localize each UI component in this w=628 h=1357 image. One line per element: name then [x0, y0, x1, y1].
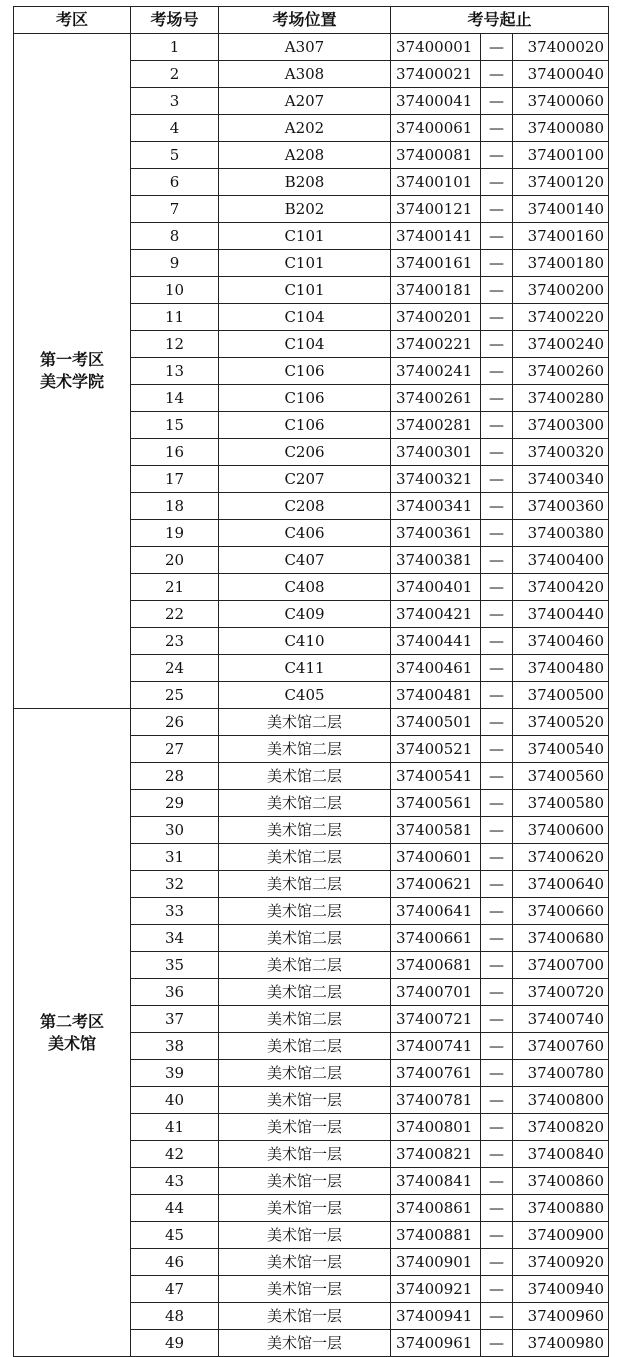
exam-number-end-cell: 37400600 [513, 817, 609, 844]
room-number-cell: 13 [131, 358, 219, 385]
range-separator-cell: — [481, 466, 513, 493]
room-number-cell: 12 [131, 331, 219, 358]
exam-number-end-cell: 37400500 [513, 682, 609, 709]
room-location-cell: 美术馆二层 [219, 817, 391, 844]
exam-number-start-cell: 37400521 [391, 736, 481, 763]
exam-number-start-cell: 37400441 [391, 628, 481, 655]
range-separator-cell: — [481, 196, 513, 223]
room-number-cell: 18 [131, 493, 219, 520]
exam-number-start-cell: 37400641 [391, 898, 481, 925]
room-number-cell: 23 [131, 628, 219, 655]
room-location-cell: C408 [219, 574, 391, 601]
range-separator-cell: — [481, 439, 513, 466]
header-row [14, 7, 609, 34]
range-separator-cell: — [481, 709, 513, 736]
room-number-cell: 21 [131, 574, 219, 601]
exam-number-end-cell: 37400920 [513, 1249, 609, 1276]
exam-number-start-cell: 37400321 [391, 466, 481, 493]
range-separator-cell: — [481, 682, 513, 709]
exam-number-start-cell: 37400401 [391, 574, 481, 601]
range-separator-cell: — [481, 331, 513, 358]
range-separator-cell: — [481, 979, 513, 1006]
exam-number-start-cell: 37400941 [391, 1303, 481, 1330]
room-number-cell: 44 [131, 1195, 219, 1222]
range-separator-cell: — [481, 601, 513, 628]
range-separator-cell: — [481, 1033, 513, 1060]
room-number-cell: 30 [131, 817, 219, 844]
exam-number-start-cell: 37400841 [391, 1168, 481, 1195]
zone-name-line1: 第一考区 [39, 350, 104, 369]
room-number-cell: 47 [131, 1276, 219, 1303]
exam-number-start-cell: 37400781 [391, 1087, 481, 1114]
exam-number-start-cell: 37400181 [391, 277, 481, 304]
room-number-cell: 41 [131, 1114, 219, 1141]
room-number-cell: 48 [131, 1303, 219, 1330]
exam-number-start-cell: 37400581 [391, 817, 481, 844]
zone-name-line2: 美术学院 [39, 372, 104, 391]
exam-number-end-cell: 37400520 [513, 709, 609, 736]
room-location-cell: C101 [219, 250, 391, 277]
exam-number-start-cell: 37400561 [391, 790, 481, 817]
room-number-cell: 17 [131, 466, 219, 493]
exam-number-end-cell: 37400280 [513, 385, 609, 412]
room-location-cell: C104 [219, 304, 391, 331]
zone-name-line1: 第二考区 [39, 1011, 104, 1031]
room-location-cell: 美术馆二层 [219, 736, 391, 763]
room-location-cell: 美术馆二层 [219, 925, 391, 952]
range-separator-cell: — [481, 1087, 513, 1114]
range-separator-cell: — [481, 1276, 513, 1303]
exam-number-end-cell: 37400560 [513, 763, 609, 790]
room-location-cell: A202 [219, 115, 391, 142]
room-number-cell: 37 [131, 1006, 219, 1033]
exam-number-start-cell: 37400281 [391, 412, 481, 439]
range-separator-cell: — [481, 790, 513, 817]
exam-number-end-cell: 37400200 [513, 277, 609, 304]
room-number-cell: 3 [131, 88, 219, 115]
exam-number-end-cell: 37400580 [513, 790, 609, 817]
exam-number-end-cell: 37400800 [513, 1087, 609, 1114]
room-location-cell: B208 [219, 169, 391, 196]
zone-name-line2: 美术馆 [47, 1033, 96, 1053]
exam-number-start-cell: 37400541 [391, 763, 481, 790]
exam-number-end-cell: 37400060 [513, 88, 609, 115]
exam-number-end-cell: 37400160 [513, 223, 609, 250]
zone-cell [14, 34, 131, 709]
room-location-cell: C106 [219, 412, 391, 439]
room-location-cell: 美术馆一层 [219, 1087, 391, 1114]
room-location-cell: 美术馆一层 [219, 1276, 391, 1303]
room-number-cell: 19 [131, 520, 219, 547]
room-number-cell: 38 [131, 1033, 219, 1060]
exam-number-end-cell: 37400700 [513, 952, 609, 979]
exam-number-end-cell: 37400120 [513, 169, 609, 196]
room-location-cell: C406 [219, 520, 391, 547]
room-location-cell: C106 [219, 358, 391, 385]
header-room-number: 考场号 [131, 7, 219, 34]
room-number-cell: 7 [131, 196, 219, 223]
room-location-cell: 美术馆一层 [219, 1168, 391, 1195]
room-number-cell: 28 [131, 763, 219, 790]
room-number-cell: 29 [131, 790, 219, 817]
exam-number-start-cell: 37400901 [391, 1249, 481, 1276]
room-location-cell: C405 [219, 682, 391, 709]
room-number-cell: 9 [131, 250, 219, 277]
room-location-cell: C407 [219, 547, 391, 574]
exam-number-start-cell: 37400661 [391, 925, 481, 952]
range-separator-cell: — [481, 412, 513, 439]
exam-number-end-cell: 37400080 [513, 115, 609, 142]
room-location-cell: 美术馆一层 [219, 1330, 391, 1357]
room-location-cell: C104 [219, 331, 391, 358]
room-number-cell: 8 [131, 223, 219, 250]
room-number-cell: 16 [131, 439, 219, 466]
exam-number-start-cell: 37400681 [391, 952, 481, 979]
exam-number-end-cell: 37400740 [513, 1006, 609, 1033]
exam-number-start-cell: 37400141 [391, 223, 481, 250]
room-number-cell: 34 [131, 925, 219, 952]
range-separator-cell: — [481, 1168, 513, 1195]
range-separator-cell: — [481, 925, 513, 952]
range-separator-cell: — [481, 115, 513, 142]
range-separator-cell: — [481, 34, 513, 61]
exam-number-start-cell: 37400361 [391, 520, 481, 547]
range-separator-cell: — [481, 736, 513, 763]
range-separator-cell: — [481, 871, 513, 898]
range-separator-cell: — [481, 1330, 513, 1357]
exam-number-start-cell: 37400721 [391, 1006, 481, 1033]
room-number-cell: 24 [131, 655, 219, 682]
exam-number-start-cell: 37400161 [391, 250, 481, 277]
range-separator-cell: — [481, 1060, 513, 1087]
room-location-cell: 美术馆一层 [219, 1195, 391, 1222]
range-separator-cell: — [481, 304, 513, 331]
exam-number-end-cell: 37400820 [513, 1114, 609, 1141]
range-separator-cell: — [481, 520, 513, 547]
room-number-cell: 33 [131, 898, 219, 925]
room-location-cell: 美术馆二层 [219, 979, 391, 1006]
exam-number-start-cell: 37400381 [391, 547, 481, 574]
room-location-cell: 美术馆二层 [219, 844, 391, 871]
exam-number-end-cell: 37400140 [513, 196, 609, 223]
room-location-cell: 美术馆一层 [219, 1303, 391, 1330]
room-number-cell: 15 [131, 412, 219, 439]
exam-number-end-cell: 37400380 [513, 520, 609, 547]
exam-number-end-cell: 37400420 [513, 574, 609, 601]
exam-number-end-cell: 37400480 [513, 655, 609, 682]
exam-number-end-cell: 37400020 [513, 34, 609, 61]
exam-number-start-cell: 37400621 [391, 871, 481, 898]
room-number-cell: 49 [131, 1330, 219, 1357]
room-number-cell: 45 [131, 1222, 219, 1249]
exam-number-start-cell: 37400221 [391, 331, 481, 358]
room-location-cell: C206 [219, 439, 391, 466]
header-room-location: 考场位置 [219, 7, 391, 34]
exam-number-start-cell: 37400241 [391, 358, 481, 385]
range-separator-cell: — [481, 574, 513, 601]
room-number-cell: 25 [131, 682, 219, 709]
range-separator-cell: — [481, 628, 513, 655]
exam-number-start-cell: 37400101 [391, 169, 481, 196]
table-row [14, 34, 609, 61]
room-number-cell: 4 [131, 115, 219, 142]
exam-number-start-cell: 37400061 [391, 115, 481, 142]
range-separator-cell: — [481, 358, 513, 385]
range-separator-cell: — [481, 88, 513, 115]
exam-number-start-cell: 37400601 [391, 844, 481, 871]
exam-number-start-cell: 37400201 [391, 304, 481, 331]
table-body [14, 34, 609, 1357]
exam-number-end-cell: 37400240 [513, 331, 609, 358]
room-location-cell: 美术馆二层 [219, 871, 391, 898]
table-row [14, 709, 609, 736]
room-location-cell: 美术馆一层 [219, 1141, 391, 1168]
exam-number-start-cell: 37400801 [391, 1114, 481, 1141]
room-location-cell: A308 [219, 61, 391, 88]
exam-number-end-cell: 37400340 [513, 466, 609, 493]
room-location-cell: C207 [219, 466, 391, 493]
room-number-cell: 5 [131, 142, 219, 169]
exam-number-start-cell: 37400501 [391, 709, 481, 736]
exam-number-end-cell: 37400980 [513, 1330, 609, 1357]
exam-number-end-cell: 37400400 [513, 547, 609, 574]
range-separator-cell: — [481, 1141, 513, 1168]
exam-number-end-cell: 37400320 [513, 439, 609, 466]
exam-number-end-cell: 37400220 [513, 304, 609, 331]
room-location-cell: A307 [219, 34, 391, 61]
range-separator-cell: — [481, 952, 513, 979]
exam-number-end-cell: 37400860 [513, 1168, 609, 1195]
exam-number-end-cell: 37400760 [513, 1033, 609, 1060]
room-number-cell: 2 [131, 61, 219, 88]
exam-number-start-cell: 37400001 [391, 34, 481, 61]
zone-cell [14, 709, 131, 1357]
range-separator-cell: — [481, 844, 513, 871]
room-location-cell: A208 [219, 142, 391, 169]
room-number-cell: 20 [131, 547, 219, 574]
room-location-cell: 美术馆二层 [219, 952, 391, 979]
exam-number-end-cell: 37400100 [513, 142, 609, 169]
exam-number-start-cell: 37400081 [391, 142, 481, 169]
exam-number-end-cell: 37400260 [513, 358, 609, 385]
room-location-cell: 美术馆一层 [219, 1249, 391, 1276]
exam-number-end-cell: 37400300 [513, 412, 609, 439]
range-separator-cell: — [481, 547, 513, 574]
room-location-cell: C101 [219, 277, 391, 304]
range-separator-cell: — [481, 817, 513, 844]
exam-number-end-cell: 37400840 [513, 1141, 609, 1168]
range-separator-cell: — [481, 277, 513, 304]
room-number-cell: 36 [131, 979, 219, 1006]
exam-number-start-cell: 37400701 [391, 979, 481, 1006]
room-number-cell: 40 [131, 1087, 219, 1114]
room-location-cell: 美术馆二层 [219, 1006, 391, 1033]
room-number-cell: 46 [131, 1249, 219, 1276]
room-location-cell: B202 [219, 196, 391, 223]
exam-number-start-cell: 37400821 [391, 1141, 481, 1168]
exam-number-start-cell: 37400261 [391, 385, 481, 412]
room-location-cell: C410 [219, 628, 391, 655]
exam-number-end-cell: 37400440 [513, 601, 609, 628]
exam-number-end-cell: 37400960 [513, 1303, 609, 1330]
exam-number-start-cell: 37400761 [391, 1060, 481, 1087]
room-location-cell: C106 [219, 385, 391, 412]
exam-number-end-cell: 37400940 [513, 1276, 609, 1303]
range-separator-cell: — [481, 1222, 513, 1249]
room-location-cell: C208 [219, 493, 391, 520]
range-separator-cell: — [481, 169, 513, 196]
exam-number-end-cell: 37400660 [513, 898, 609, 925]
range-separator-cell: — [481, 385, 513, 412]
room-location-cell: 美术馆一层 [219, 1114, 391, 1141]
room-number-cell: 42 [131, 1141, 219, 1168]
exam-number-end-cell: 37400460 [513, 628, 609, 655]
room-location-cell: 美术馆二层 [219, 898, 391, 925]
exam-number-end-cell: 37400720 [513, 979, 609, 1006]
room-number-cell: 1 [131, 34, 219, 61]
range-separator-cell: — [481, 250, 513, 277]
exam-number-start-cell: 37400961 [391, 1330, 481, 1357]
room-number-cell: 14 [131, 385, 219, 412]
range-separator-cell: — [481, 1114, 513, 1141]
range-separator-cell: — [481, 898, 513, 925]
range-separator-cell: — [481, 493, 513, 520]
header-exam-number-range: 考号起止 [391, 7, 609, 34]
range-separator-cell: — [481, 1249, 513, 1276]
room-location-cell: A207 [219, 88, 391, 115]
exam-number-start-cell: 37400481 [391, 682, 481, 709]
header-zone: 考区 [14, 7, 131, 34]
exam-number-end-cell: 37400360 [513, 493, 609, 520]
range-separator-cell: — [481, 763, 513, 790]
room-location-cell: 美术馆二层 [219, 1060, 391, 1087]
exam-number-start-cell: 37400121 [391, 196, 481, 223]
range-separator-cell: — [481, 1195, 513, 1222]
room-number-cell: 43 [131, 1168, 219, 1195]
range-separator-cell: — [481, 61, 513, 88]
room-location-cell: 美术馆二层 [219, 790, 391, 817]
range-separator-cell: — [481, 142, 513, 169]
range-separator-cell: — [481, 655, 513, 682]
room-location-cell: C411 [219, 655, 391, 682]
room-location-cell: 美术馆二层 [219, 709, 391, 736]
range-separator-cell: — [481, 223, 513, 250]
exam-number-end-cell: 37400540 [513, 736, 609, 763]
exam-number-start-cell: 37400041 [391, 88, 481, 115]
room-location-cell: 美术馆一层 [219, 1222, 391, 1249]
exam-number-end-cell: 37400900 [513, 1222, 609, 1249]
range-separator-cell: — [481, 1006, 513, 1033]
exam-number-end-cell: 37400040 [513, 61, 609, 88]
room-number-cell: 39 [131, 1060, 219, 1087]
room-number-cell: 32 [131, 871, 219, 898]
room-location-cell: C101 [219, 223, 391, 250]
range-separator-cell: — [481, 1303, 513, 1330]
room-location-cell: C409 [219, 601, 391, 628]
room-number-cell: 10 [131, 277, 219, 304]
room-number-cell: 27 [131, 736, 219, 763]
exam-number-end-cell: 37400680 [513, 925, 609, 952]
exam-number-end-cell: 37400640 [513, 871, 609, 898]
exam-number-end-cell: 37400880 [513, 1195, 609, 1222]
room-number-cell: 22 [131, 601, 219, 628]
exam-number-end-cell: 37400780 [513, 1060, 609, 1087]
exam-number-start-cell: 37400341 [391, 493, 481, 520]
exam-number-end-cell: 37400180 [513, 250, 609, 277]
exam-number-start-cell: 37400741 [391, 1033, 481, 1060]
room-location-cell: 美术馆二层 [219, 1033, 391, 1060]
exam-room-table [13, 6, 609, 1357]
exam-number-start-cell: 37400861 [391, 1195, 481, 1222]
room-number-cell: 26 [131, 709, 219, 736]
exam-number-start-cell: 37400921 [391, 1276, 481, 1303]
room-number-cell: 35 [131, 952, 219, 979]
room-number-cell: 31 [131, 844, 219, 871]
room-number-cell: 6 [131, 169, 219, 196]
exam-number-start-cell: 37400421 [391, 601, 481, 628]
room-number-cell: 11 [131, 304, 219, 331]
exam-number-start-cell: 37400461 [391, 655, 481, 682]
exam-number-start-cell: 37400301 [391, 439, 481, 466]
exam-number-start-cell: 37400881 [391, 1222, 481, 1249]
exam-number-start-cell: 37400021 [391, 61, 481, 88]
exam-number-end-cell: 37400620 [513, 844, 609, 871]
room-location-cell: 美术馆二层 [219, 763, 391, 790]
